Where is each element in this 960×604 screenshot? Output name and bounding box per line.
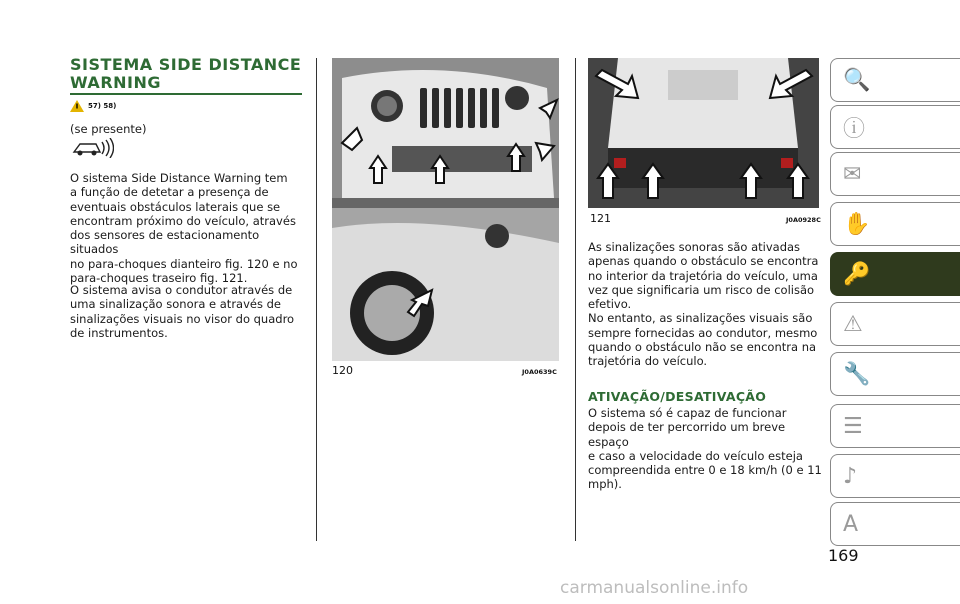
subheading: ATIVAÇÃO/DESATIVAÇÃO bbox=[588, 389, 767, 404]
text-line: compreendida entre 0 e 18 km/h (0 e 11 bbox=[588, 463, 822, 478]
chapter-tab[interactable] bbox=[830, 58, 960, 102]
text-line: No entanto, as sinalizações visuais são bbox=[588, 311, 813, 326]
chapter-tab[interactable] bbox=[830, 105, 960, 149]
page-number: 169 bbox=[828, 546, 859, 565]
heading-line: WARNING bbox=[70, 73, 161, 92]
chapter-tab[interactable] bbox=[830, 454, 960, 498]
figure-121-code: J0A0928C bbox=[786, 216, 821, 224]
sensor-feature-icon bbox=[72, 138, 114, 162]
section-heading bbox=[70, 56, 302, 92]
left-paragraph-1 bbox=[70, 171, 310, 285]
chapter-tab[interactable] bbox=[830, 302, 960, 346]
chapter-tab[interactable] bbox=[830, 352, 960, 396]
text-line: de instrumentos. bbox=[70, 325, 168, 340]
heading-line: SISTEMA SIDE DISTANCE bbox=[70, 55, 302, 74]
text-line: dos sensores de estacionamento situados bbox=[70, 228, 260, 257]
text-line: uma sinalização sonora e através de bbox=[70, 297, 281, 312]
figure-121-number: 121 bbox=[590, 212, 611, 225]
text-line: vez que significaria um risco de colisão bbox=[588, 282, 815, 297]
text-line: a função de detetar a presença de bbox=[70, 185, 269, 200]
warning-reference bbox=[70, 99, 116, 113]
figure-120-number: 120 bbox=[332, 364, 353, 377]
car-search-icon: 🔍 bbox=[843, 67, 871, 93]
text-line: no para-choques dianteiro fig. 120 e no bbox=[70, 256, 298, 271]
text-line: apenas quando o obstáculo se encontra bbox=[588, 254, 819, 269]
chapter-tab[interactable] bbox=[830, 404, 960, 448]
warning-triangle-icon bbox=[70, 100, 84, 112]
text-line: O sistema avisa o condutor através de bbox=[70, 283, 293, 297]
text-line: sinalizações visuais no visor do quadro bbox=[70, 311, 295, 326]
figure-121-image bbox=[588, 58, 819, 208]
heading-rule bbox=[70, 93, 302, 95]
if-present-text: (se presente) bbox=[70, 122, 147, 136]
column-divider-1 bbox=[316, 58, 317, 541]
column-divider-2 bbox=[575, 58, 576, 541]
car-info-icon: ⓘ bbox=[843, 116, 866, 142]
chapter-tab[interactable] bbox=[830, 202, 960, 246]
spec-list-icon: ☰ bbox=[843, 413, 863, 439]
text-line: O sistema só é capaz de funcionar bbox=[588, 406, 787, 420]
text-line: para-choques traseiro fig. 121. bbox=[70, 271, 248, 286]
figure-120-image bbox=[332, 58, 559, 361]
car-tools-icon: 🔧 bbox=[843, 361, 871, 387]
chapter-tab[interactable] bbox=[830, 152, 960, 196]
text-line: trajetória do veículo. bbox=[588, 354, 708, 369]
text-line: As sinalizações sonoras são ativadas bbox=[588, 240, 801, 254]
left-paragraph-2 bbox=[70, 283, 310, 340]
text-line: sempre fornecidas ao condutor, mesmo bbox=[588, 325, 818, 340]
text-line: encontram próximo do veículo, através bbox=[70, 213, 296, 228]
text-line: mph). bbox=[588, 477, 622, 492]
text-line: depois de ter percorrido um breve espaço bbox=[588, 420, 786, 449]
text-line: eventuais obstáculos laterais que se bbox=[70, 199, 281, 214]
figure-120-code: J0A0639C bbox=[522, 368, 557, 376]
text-line: efetivo. bbox=[588, 297, 632, 312]
key-steering-icon: 🔑 bbox=[843, 261, 871, 287]
text-line: no interior da trajetória do veículo, uma bbox=[588, 268, 818, 283]
alphabet-index-icon: A bbox=[843, 511, 859, 537]
right-paragraph-1 bbox=[588, 240, 828, 369]
text-line: O sistema Side Distance Warning tem bbox=[70, 171, 288, 185]
right-paragraph-2 bbox=[588, 406, 828, 492]
chapter-tab[interactable] bbox=[830, 252, 960, 296]
chapter-tab[interactable] bbox=[830, 502, 960, 546]
lights-message-icon: ✉ bbox=[843, 161, 862, 187]
warning-ref-text: 57) 58) bbox=[88, 102, 117, 110]
hand-steering-icon: ✋ bbox=[843, 211, 871, 237]
text-line: e caso a velocidade do veículo esteja bbox=[588, 448, 803, 463]
footer-watermark: carmanualsonline.info bbox=[560, 578, 749, 598]
text-line: quando o obstáculo não se encontra na bbox=[588, 340, 817, 355]
media-phone-icon: ♪ bbox=[843, 463, 858, 489]
warning-triangle-icon: ⚠ bbox=[843, 311, 863, 337]
